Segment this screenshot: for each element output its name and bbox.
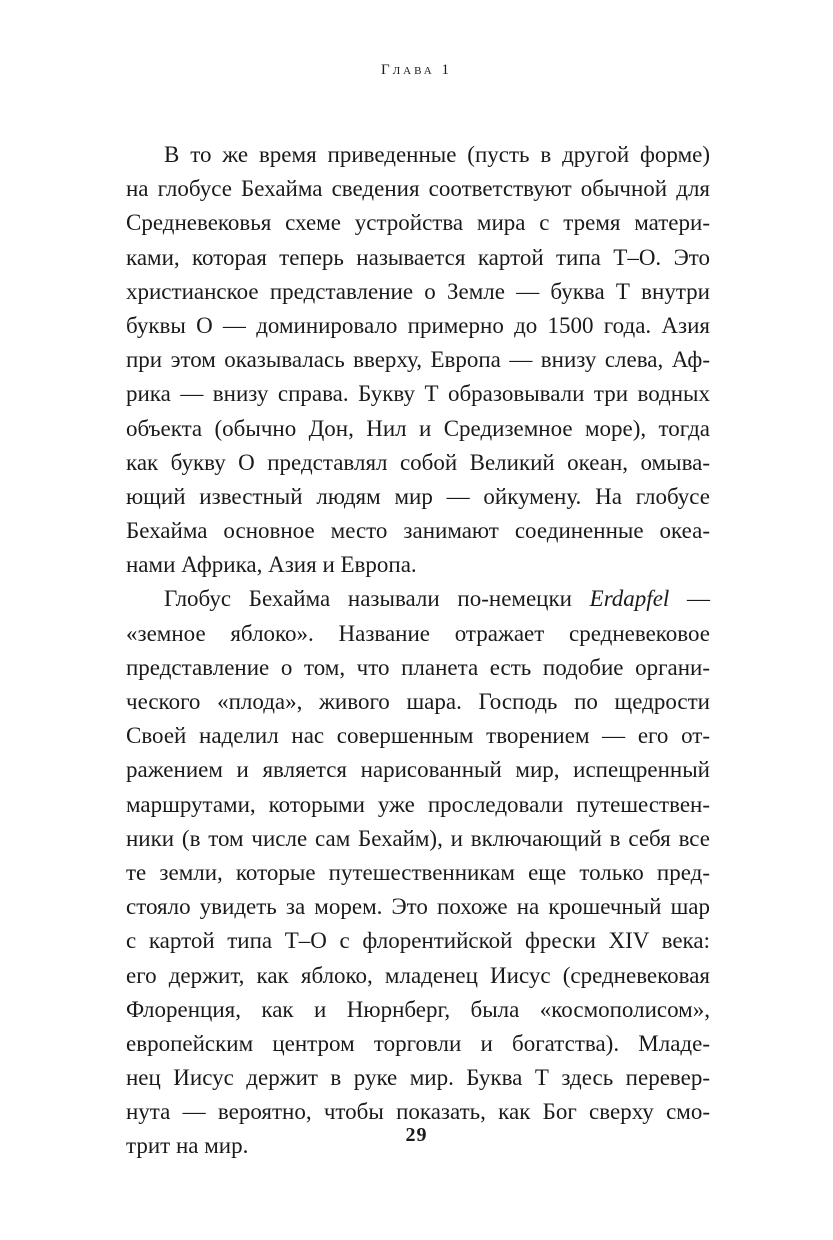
text-line: Флоренция, как и Нюрнберг, была «космополисом», [126, 996, 710, 1022]
text-line: как букву О представлял собой Великий океан, омыва- [126, 449, 710, 475]
text-line: христианское представление о Земле — буква Т внутри [126, 278, 710, 304]
text-line: ющий известный людям мир — ойкумену. На глобусе [126, 483, 710, 509]
text-line: нец Иисус держит в руке мир. Буква Т здесь перевер- [126, 1065, 710, 1091]
foreign-term: Erdapfel [589, 586, 670, 612]
text-line: «земное яблоко». Название отражает средневековое [126, 620, 710, 646]
paragraph-2 [126, 582, 710, 1163]
text-line: Своей наделил нас совершенным творением — его от- [126, 723, 710, 749]
text-run: Глобус Бехайма называли по-немецки [164, 586, 590, 612]
text-line: представление о том, что планета есть подобие органи- [126, 654, 710, 680]
text-line: нами Африка, Азия и Европа. [126, 552, 417, 578]
running-head: Глава 1 [381, 62, 452, 78]
text-line [126, 582, 710, 616]
text-line: с картой типа Т–О с флорентийской фрески XIV века: [126, 928, 710, 954]
text-run: — [669, 586, 710, 612]
text-line: европейским центром торговли и богатства). Младе- [126, 1030, 710, 1056]
text-line: те земли, которые путешественникам еще только пред- [126, 859, 710, 885]
text-line: маршрутами, которыми уже проследовали путешествен- [126, 791, 710, 817]
paragraph-1 [126, 138, 710, 582]
text-line: В то же время приведенные (пусть в другой форме) [164, 142, 710, 167]
text-line: при этом оказывалась вверху, Европа — внизу слева, Аф- [126, 347, 710, 373]
text-line: ники (в том числе сам Бехайм), и включающий в себя все [126, 825, 710, 851]
text-line: нута — вероятно, чтобы показать, как Бог сверху смо- [126, 1099, 710, 1125]
page-number: 29 [405, 1124, 428, 1146]
text-line: рика — внизу справа. Букву Т образовывали три водных [126, 381, 710, 407]
text-line: объекта (обычно Дон, Нил и Средиземное море), тогда [126, 415, 710, 441]
text-line: трит на мир. [126, 1133, 249, 1159]
text-line: ражением и является нарисованный мир, испещренный [126, 757, 710, 783]
text-line: ками, которая теперь называется картой типа Т–О. Это [126, 244, 710, 270]
text-line: ческого «плода», живого шара. Господь по щедрости [126, 689, 710, 714]
text-line: Бехайма основное место занимают соединенные океа- [126, 518, 710, 544]
text-line: Средневековья схеме устройства мира с тремя матери- [126, 210, 710, 236]
text-line: буквы О — доминировало примерно до 1500 года. Азия [126, 312, 710, 338]
text-line: на глобусе Бехайма сведения соответствуют обычной для [126, 176, 710, 202]
text-line: стояло увидеть за морем. Это похоже на крошечный шар [126, 894, 710, 920]
text-line: его держит, как яблоко, младенец Иисус (средневековая [126, 962, 710, 988]
body-text [126, 138, 710, 1164]
